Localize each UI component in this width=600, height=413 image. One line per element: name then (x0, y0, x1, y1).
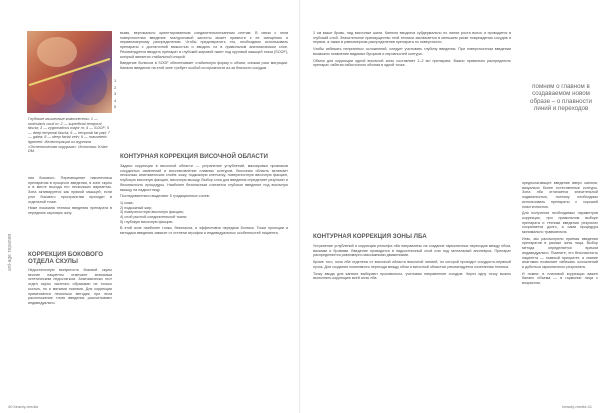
figure-label: 3 (114, 91, 117, 97)
heading-temporal: КОНТУРНАЯ КОРРЕКЦИЯ ВИСОЧНОЙ ОБЛАСТИ (120, 153, 268, 160)
heading-cheek: КОРРЕКЦИЯ БОКОВОГО ОТДЕЛА СКУЛЫ (28, 251, 104, 265)
paragraph: Устранение углублений и коррекция рельефа лба направлены на создание гармоничных переходов между лбом, висками и бровями. Введение проводится в надкостничный слой или под галеальный апоневроз. Препарат распределяется равномерно массажными движениями. (313, 244, 511, 258)
page-folio-right: beauty-media 41 (562, 404, 592, 409)
page-folio-left: 40 beauty-media (8, 404, 38, 409)
paragraph: 1 см выше бровь, над височные шили. Канюля вводится субдермально по линии роста волос и проводится в глубокий слой. Значительное преимущество этой техники заключается в меньшем риске повреждения сосудов и нервов, а также в равномерном распределении препарата по поверхности. (313, 31, 511, 45)
list-item: 2) подкожный жир; (120, 205, 152, 210)
paragraph: вымя, вертикально ориентированным соединительнотканным септам. В связи с этим поверхностная введение гиалуроновой кислоты может привести к ее смещению и неравномерному распределению. Чтобы предотвратить это, необходимо использовать препараты с достаточной вязкостью и вводить их в правильном анатомическом слое. Рекомендуется вводить препарат в глубокий жировой пакет под круговой мышцей глаза (SOOF), который является стабильной опорой. (120, 31, 288, 59)
paragraph: Недостаточную выпуклость боковой скулы многие пациенты отмечают значимым эстетическим недостатком. Анатомически этот отдел скулы частично образован не только костью, но и мягкими тканями. Для коррекции применяются несколько методик, при этом расположение точек введения рассчитывают индивидуально. (28, 268, 112, 305)
paragraph: Кроме того, зона лба отделена от височной области височной линией, по которой проходит сосудисто-нервный пучок. Для создания позитивного перехода между лбом и височной областью рекомендуется сочетанная техника. (313, 260, 511, 269)
figure-label: 5 (114, 104, 117, 110)
list-item: 4) слой рыхлой соединительной ткани; (120, 215, 187, 220)
illustration-region (37, 37, 77, 67)
list-item: 1) кожа; (120, 200, 134, 205)
figure-caption: Глубокие мышечные компоненты: 1 — orbicularis oculi m; 2 — superficial temporal fascia; 3 — zygomaticus major m; 4 — SOOF; 5 — deep temporal fascia; 6 — temporal fat pad; 7 — galea; 8 — deep facial vein; 9 — masseteric ligament. Иллюстрация из журнала «Эстетическая хирургия». Источник: Knize DM. (28, 117, 110, 154)
paragraph: Для получения необходимых параметров коррекции, при правильном выборе препарата и техники введения результат сохраняется долго, а сама процедура минимально травматична. (522, 211, 598, 235)
section-tab-label: ant-age терапия (7, 233, 13, 271)
paragraph: В этой зоне наиболее тонка, безопасна, и эффективна передача болюса. Точки проекции и методики введения зависят от степени атрофии и индивидуальных особенностей пациента. (120, 226, 288, 236)
left-column-1-top (28, 176, 112, 218)
paragraph: Ниже показана техника введения препарата в переднюю скуловую зону. (28, 206, 112, 215)
paragraph: Итак, мы рассмотрели приемы введения препаратов в разные зоны лица. Выбор метода определяется врачом индивидуально. Помните, что безопасность пациента — главный приоритет, а знание анатомии позволяет избежать осложнений и добиться гармоничного результата. (522, 236, 598, 269)
section-tab (2, 216, 16, 276)
paragraph: ния бокового. Перемещение наконечника препаратом в процессе введения, в зоне скулы и в месте выхода его нескольких вариантах. Зона активируется как прямой мышцей, если угол бокового пространства проходит в отдельной точке. (28, 176, 112, 204)
anatomy-illustration (27, 31, 112, 113)
right-column-1-body (313, 244, 511, 283)
paragraph: Задачи коррекции в височной области — устранение углублений, маскировка признаков сосудистых изменений и восстановление плавных контуров. Височная область включает несколько анатомических слоёв: кожу, подкожную клетчатку, поверхностную височную фасцию, глубокую височную фасцию, височную мышцу. Выбор слоя для введения определяет результат и безопасность процедуры. Наиболее безопасным считается глубокое введение под височную мышцу на надкостницу. (120, 164, 288, 192)
figure-label: 1 (114, 78, 117, 83)
heading-forehead: КОНТУРНАЯ КОРРЕКЦИЯ ЗОНЫ ЛБА (313, 233, 427, 240)
page-gutter (299, 0, 301, 413)
figure-number-labels (114, 78, 116, 111)
right-column-2 (522, 181, 598, 288)
left-column-1-body (28, 268, 112, 308)
pull-quote: помним о главном в создаваемом новом образе – о плавности линий и переходов (530, 83, 592, 113)
right-column-1-top (313, 31, 511, 70)
illustration-region (71, 65, 107, 105)
figure-label: 2 (114, 84, 117, 90)
paragraph: Введение болюсов в SOOF обеспечивает стабильную форму и объем, снижая риск миграции. Каналю введение на этой зоне требует особой осторожности из-за близости сосудов. (120, 61, 288, 70)
paragraph: И помни: в плановой коррекции важен баланс объема — в гармонии лица с возрастом. (522, 271, 598, 286)
list-item: 3) поверхностную височную фасцию; (120, 210, 184, 215)
left-column-2-body (120, 164, 288, 238)
left-column-2-top (120, 31, 288, 73)
figure-label: 4 (114, 97, 117, 103)
paragraph: Последовательно выделяют 5 традиционных слоев: (120, 194, 210, 199)
paragraph: предполагающее введение вверх канюли, визуально более естественные контуры. Зона лба отличается значительной подвижностью, поэтому необходимо использовать препараты с хорошей пластичностью. (522, 181, 598, 209)
paragraph: Чтобы избежать неприятных осложнений, следует учитывать глубину введения. При поверхностном введении возможно появление видимых бугорков и неровностей контура. (313, 47, 511, 56)
paragraph: Объем для коррекции одной височной зоны составляет 1–2 мл препарата. Важно правильно распределить препарат, избегая избыточного объема в одной точке. (313, 58, 511, 68)
paragraph: Точку ввода для канюли выбирают произвольно, учитывая направление сосудов. Через одну точку можно выполнить коррекцию всей зоны лба. (313, 271, 511, 281)
list-item: 5) глубокую височную фасцию. (120, 219, 174, 224)
